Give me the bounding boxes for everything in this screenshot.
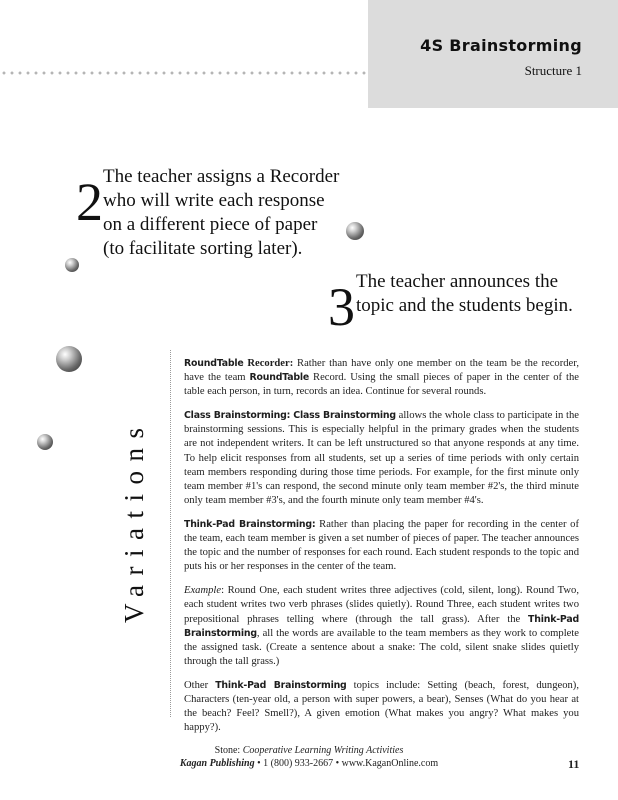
source-prefix: Stone:: [214, 745, 243, 756]
sphere-decoration: [56, 346, 82, 372]
step-line: on a different piece of paper: [103, 214, 318, 235]
example-label: Example: [184, 585, 222, 597]
step-number: 2: [76, 172, 103, 232]
variation-text: Other: [184, 679, 216, 691]
variation-text: Rather than have only one member on the team be the recorder, have the team: [184, 358, 579, 384]
step-line: topic and the students begin.: [356, 295, 573, 316]
step-line: The teacher assigns a Recorder: [103, 166, 340, 187]
variation-keyword: Recorder:: [243, 358, 294, 369]
variation-keyword: Think-Pad Brainstorming: [215, 679, 347, 691]
source-title: Cooperative Learning Writing Activities: [242, 745, 404, 756]
publisher-contact: • 1 (800) 933-2667 • www.KaganOnline.com: [254, 758, 439, 769]
variation-example: [184, 584, 579, 669]
variation-text: Record. Using the small pieces of paper in the center of the table each person, in turn, records an idea. Continue for several rounds.: [184, 372, 579, 398]
sphere-decoration: [37, 434, 53, 450]
variation-think-pad: [184, 518, 579, 574]
footer-publisher: [0, 758, 618, 769]
variation-keyword: Class Brainstorming: Class Brainstorming: [184, 410, 396, 422]
variations-heading: Variations: [119, 418, 149, 623]
structure-number: Structure 1: [524, 63, 582, 78]
structure-title: 4S Brainstorming: [420, 36, 582, 55]
variation-text: topics include: Setting (beach, forest, dungeon), Characters (ten-year old, a person with super powers, a bear), Senses (What do you hear at the beach? Feel? Smell?), A given emotion (What makes you angry? What makes you happy?).: [184, 679, 579, 734]
step-text: [356, 270, 573, 318]
variation-text: Rather than placing the paper for recording in the center of the team, each team member is given a set number of pieces of paper. The teacher announces the topic and the number of responses for each round. Each student responds to the topic and puts his or her responses in the center of the team.: [184, 518, 579, 573]
variations-content: [184, 357, 579, 745]
step-number: 3: [328, 277, 355, 337]
dotted-rule: [0, 71, 368, 75]
step-line: The teacher announces the: [356, 271, 559, 292]
publisher-name: Kagan Publishing: [179, 758, 255, 769]
variations-divider: [170, 350, 171, 717]
footer-source: [0, 745, 618, 756]
variation-keyword: RoundTable: [184, 358, 244, 369]
variation-other-topics: [184, 679, 579, 735]
variation-text: , all the words are available to the team members as they work to complete the assigned task. (Create a sentence about a snake: The cold, silent snake slides quietly through the tall grass.): [184, 627, 579, 667]
step-line: who will write each response: [103, 190, 325, 211]
variation-keyword: Think-Pad Brainstorming:: [184, 518, 316, 530]
variation-text: allows the whole class to participate in the brainstorming sessions. This is especially helpful in the primary grades when the students are not independent writers. It can be left unstructured so that anyone responds at any time. To help elicit responses from all students, set up a series of time periods with only certain team members responding during those time periods. For example, for the first minute only team member #1's can respond, the second minute only team member #2's, the third minute only team member #3's, and the fourth minute only team member #4's.: [184, 410, 579, 506]
variation-class-brainstorming: [184, 409, 579, 508]
variation-keyword: RoundTable: [249, 372, 310, 384]
sphere-decoration: [65, 258, 79, 272]
header-box: [368, 0, 618, 108]
variation-roundtable-recorder: [184, 357, 579, 399]
step-line: (to facilitate sorting later).: [103, 238, 303, 259]
page-number: 11: [568, 757, 580, 771]
variation-keyword: Think-Pad Brainstorming: [184, 613, 579, 639]
sphere-decoration: [346, 222, 364, 240]
variation-text: : Round One, each student writes three adjectives (cold, silent, long). Round Two, each student writes two verb phrases (slides quietly). Round Three, each student writes two prepositional phrases telling where (through the tall grass). After the: [184, 585, 579, 625]
step-text: [103, 165, 339, 261]
